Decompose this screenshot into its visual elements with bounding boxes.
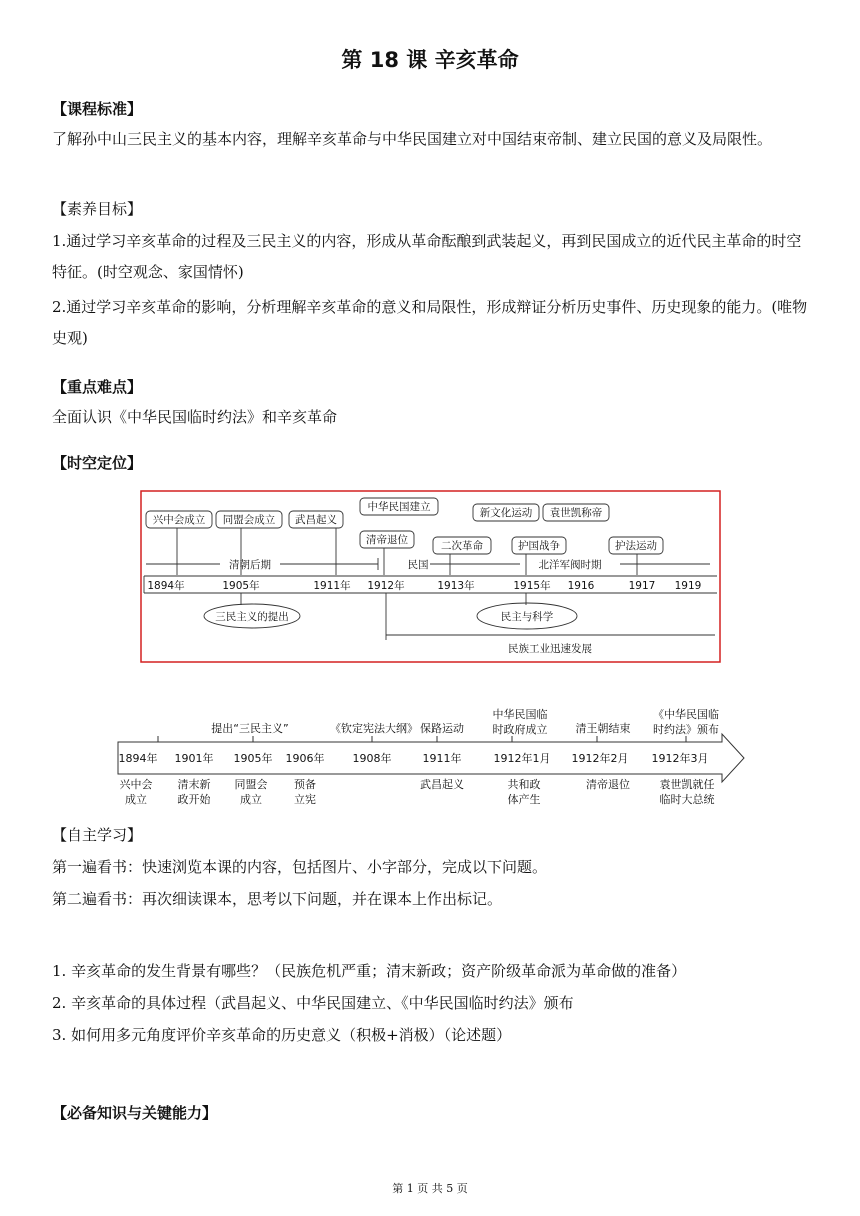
t2-top-three-principles: 提出“三民主义” [211, 722, 289, 735]
timeline-figure-2 [110, 704, 750, 806]
selfstudy-line-1: 第一遍看书：快速浏览本课的内容，包括图片、小字部分，完成以下问题。 [52, 858, 548, 876]
literacy-item-2: 2.通过学习辛亥革命的影响，分析理解辛亥革命的意义和局限性，形成辩证分析历史事件、历史现象的能力。(唯物史观) [52, 298, 808, 347]
box-tongmenghui: 同盟会成立 [222, 514, 276, 526]
t2-top-provisional-constitution: 《中华民国临时约法》颁布 [653, 708, 719, 736]
t2-year-1912-jan: 1912年1月 [493, 752, 551, 765]
t2-year-1894: 1894年 [118, 752, 158, 765]
standard-text: 了解孙中山三民主义的基本内容，理解辛亥革命与中华民国建立对中国结束帝制、建立民国的意义及局限性。 [52, 130, 773, 148]
t2-bottom-xingzhonghui: 兴中会成立 [119, 778, 153, 806]
t2-bottom-new-policies: 清末新政开始 [177, 778, 211, 806]
t2-bottom-republic: 共和政体产生 [507, 778, 541, 806]
box-yuan-emperor: 袁世凯称帝 [549, 507, 603, 519]
selfstudy-heading: 【自主学习】 [52, 826, 143, 844]
box-roc-founded: 中华民国建立 [367, 501, 431, 513]
question-2: 2. 辛亥革命的具体过程（武昌起义、中华民国建立、《中华民国临时约法》颁布 [52, 994, 574, 1012]
t2-year-1901: 1901年 [174, 752, 214, 765]
year-1916: 1916 [567, 580, 595, 592]
box-national-protection: 护国战争 [518, 540, 560, 552]
timespace-heading: 【时空定位】 [52, 454, 143, 472]
t2-bottom-tongmenghui: 同盟会成立 [234, 778, 268, 806]
t2-bottom-wuchang: 武昌起义 [420, 778, 464, 791]
page-footer: 第 1 页 共 5 页 [392, 1182, 468, 1195]
t2-year-1906: 1906年 [285, 752, 325, 765]
t2-top-railway-protection: 保路运动 [420, 722, 464, 735]
oval-three-principles: 三民主义的提出 [215, 611, 289, 623]
year-1905: 1905年 [222, 580, 260, 592]
t2-year-1905: 1905年 [233, 752, 273, 765]
year-1913: 1913年 [437, 580, 475, 592]
t2-year-1912-mar: 1912年3月 [651, 752, 709, 765]
box-wuchang: 武昌起义 [295, 514, 337, 526]
keypoints-text: 全面认识《中华民国临时约法》和辛亥革命 [52, 408, 338, 426]
year-1919: 1919 [674, 580, 702, 592]
box-second-revolution: 二次革命 [441, 540, 483, 552]
question-3: 3. 如何用多元角度评价辛亥革命的历史意义（积极+消极）（论述题） [52, 1026, 512, 1044]
selfstudy-line-2: 第二遍看书：再次细读课本，思考以下问题，并在课本上作出标记。 [52, 890, 503, 908]
literacy-item-1: 1.通过学习辛亥革命的过程及三民主义的内容，形成从革命酝酿到武装起义，再到民国成立的近代民主革命的时空特征。(时空观念、家国情怀) [52, 232, 802, 281]
t2-top-provisional-government: 中华民国临时政府成立 [492, 708, 548, 736]
page-title: 第 18 课 辛亥革命 [341, 48, 519, 72]
period-late-qing: 清朝后期 [229, 559, 271, 571]
keypoints-heading: 【重点难点】 [52, 378, 143, 396]
timeline-figure-1 [140, 490, 721, 663]
t2-bottom-constitutional-prep: 预备立宪 [294, 778, 316, 806]
t2-bottom-yuan: 袁世凯就任临时大总统 [659, 778, 715, 806]
box-new-culture: 新文化运动 [479, 507, 533, 519]
box-xingzhonghui: 兴中会成立 [152, 514, 206, 526]
t2-year-1912-feb: 1912年2月 [571, 752, 629, 765]
t2-top-constitution-outline: 《钦定宪法大纲》 [330, 722, 418, 735]
box-abdication: 清帝退位 [366, 534, 408, 546]
t2-year-1911: 1911年 [422, 752, 462, 765]
t2-top-qing-ends: 清王朝结束 [575, 722, 631, 735]
year-1917: 1917 [628, 580, 656, 592]
national-industry-text: 民族工业迅速发展 [508, 643, 592, 655]
year-1915: 1915年 [513, 580, 551, 592]
t2-bottom-abdication: 清帝退位 [586, 778, 630, 791]
question-1: 1. 辛亥革命的发生背景有哪些？（民族危机严重；清末新政；资产阶级革命派为革命做的准备） [52, 962, 687, 980]
knowledge-heading: 【必备知识与关键能力】 [52, 1104, 218, 1122]
year-1912: 1912年 [367, 580, 405, 592]
year-1894: 1894年 [147, 580, 185, 592]
period-beiyang: 北洋军阀时期 [538, 559, 602, 571]
literacy-heading: 【素养目标】 [52, 200, 143, 218]
t2-year-1908: 1908年 [352, 752, 392, 765]
oval-democracy-science: 民主与科学 [500, 611, 554, 623]
year-1911: 1911年 [313, 580, 351, 592]
standard-heading: 【课程标准】 [52, 100, 143, 118]
period-roc: 民国 [407, 559, 429, 571]
box-constitution-protection: 护法运动 [615, 540, 657, 552]
